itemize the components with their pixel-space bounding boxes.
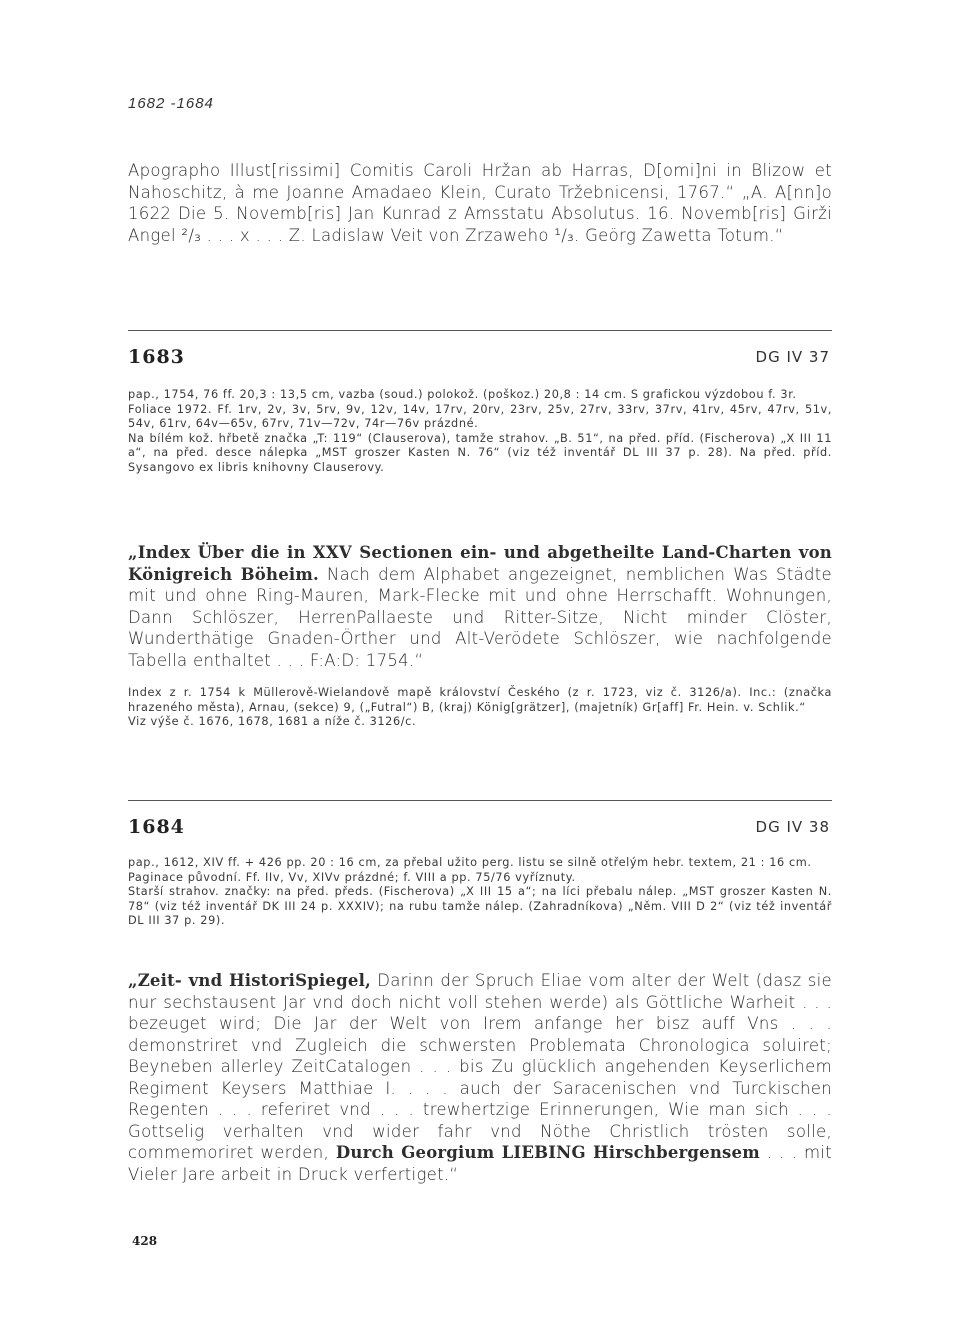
title-paragraph xyxy=(128,970,832,1185)
entry-signature: DG IV 38 xyxy=(755,818,830,836)
entry-number: 1684 xyxy=(128,816,185,838)
entry-header-1683 xyxy=(128,346,832,370)
entry-rule-1684 xyxy=(128,800,832,801)
entry-description-1683 xyxy=(128,388,832,476)
entry-notes-1683 xyxy=(128,686,832,730)
entry-rule-1683 xyxy=(128,330,832,331)
running-head: 1682 -1684 xyxy=(128,95,214,112)
title-bold: „Zeit- vnd HistoriSpiegel, xyxy=(128,971,371,990)
title-paragraph xyxy=(128,542,832,671)
entry-header-1684 xyxy=(128,816,832,840)
provenance-note: Starší strahov. značky: na před. předs. (Fischerova) „X III 15 a“; na líci přebalu nálep. „MST groszer Kasten N. 78“ (viz též inventář DK III 24 p. XXXIV); na rubu tamže nálep. (Zahradníkova) „Něm. VIII D 2“ (viz též inventář DL III 37 p. 29). xyxy=(128,885,832,928)
author-bold: Durch Georgium LIEBING Hirschbergensem xyxy=(335,1143,760,1162)
provenance-note: Na bílém kož. hřbetě značka „T: 119“ (Clauserova), tamže strahov. „B. 51“, na před. příd. (Fischerova) „X III 11 a“, na před. desce nálepka „MST groszer Kasten N. 76“ (viz též inventář DL III 37 p. 28). Na před. příd. Sysangovo ex libris knihovny Clauserovy. xyxy=(128,431,832,474)
entry-signature: DG IV 37 xyxy=(755,348,830,366)
physical-description: pap., 1754, 76 ff. 20,3 : 13,5 cm, vazba (soud.) polokož. (poškoz.) 20,8 : 14 cm. S grafickou výzdobou f. 3r. xyxy=(128,388,797,401)
entry-description-1684 xyxy=(128,856,832,929)
intro-paragraph xyxy=(128,160,832,246)
entry-title-1683 xyxy=(128,542,832,671)
foliation-note: Paginace původní. Ff. IIv, Vv, XIVv prázdné; f. VIII a pp. 75/76 vyříznuty. xyxy=(128,870,576,884)
foliation-note: Foliace 1972. Ff. 1rv, 2v, 3v, 5rv, 9v, 12v, 14v, 17rv, 20rv, 23rv, 25v, 27rv, 33rv, 37rv, 41rv, 45rv, 47rv, 51v, 54v, 61rv, 64v—65v, 67rv, 71v—72v, 74r—76v prázdné. xyxy=(128,402,832,431)
page-number: 428 xyxy=(132,1234,158,1248)
title-rest-b: . . . mit Vieler Jare arbeit in Druck verfertiget.“ xyxy=(128,1143,832,1184)
content-note: Index z r. 1754 k Müllerově-Wielandově mapě království Českého (z r. 1723, viz č. 3126/a). Inc.: (značka hrazeného města), Arnau, (sekce) 9, („Futral“) B, (kraj) König[grätzer], (majetník) Gr[aff] Fr. Hein. v. Schlik.“ xyxy=(128,686,832,714)
physical-description: pap., 1612, XIV ff. + 426 pp. 20 : 16 cm, za přebal užito perg. listu se silně otřelým hebr. textem, 21 : 16 cm. xyxy=(128,856,812,869)
cross-reference: Viz výše č. 1676, 1678, 1681 a níže č. 3126/c. xyxy=(128,715,417,729)
title-bold: „Index Über die in XXV Sectionen ein- und abgetheilte Land-Charten von Königreich Böheim. xyxy=(128,543,832,584)
entry-number: 1683 xyxy=(128,346,185,368)
title-rest-a: Darinn der Spruch Eliae vom alter der Welt (dasz sie nur sechstausent Jar vnd doch nicht voll stehen werde) als Göttliche Warheit . . . bezeuget wird; Die Jar der Welt von Irem anfange her bisz auff Vns . . . demonstriret vnd Zugleich die schwersten Problemata Chronologica soluiret; Beyneben allerley ZeitCatalogen . . . bis Zu glücklich angehenden Keyserlichem Regiment Keysers Matthiae I. . . . auch der Saracenischen vnd Turckischen Regenten . . . referiret vnd . . . trewhertzige Erinnerungen, Wie man sich . . . Gottselig verhalten vnd wider fahr vnd Nöthe Christlich trösten solle, commemoriret werden, xyxy=(128,971,832,1162)
intro-text: Apographo Illust[rissimi] Comitis Caroli Hržan ab Harras, D[omi]ni in Blizow et Nahoschitz, à me Joanne Amadaeo Klein, Curato Tržebnicensi, 1767.“ „A. A[nn]o 1622 Die 5. Novemb[ris] Jan Kunrad z Amsstatu Absolutus. 16. Novemb[ris] Girži Angel ²/₃ . . . x . . . Z. Ladislaw Veit von Zrzaweho ¹/₃. Geörg Zawetta Totum.“ xyxy=(128,161,832,245)
title-rest: Nach dem Alphabet angezeignet, nemblichen Was Städte mit und ohne Ring-Mauren, Mark-Flecke mit und ohne Herrschafft. Wohnungen, Dann Schlöszer, HerrenPallaeste und Ritter-Sitze, Nicht minder Clöster, Wunderthätige Gnaden-Örther und Alt-Verödete Schlöszer, wie nachfolgende Tabella enthaltet . . . F:A:D: 1754.“ xyxy=(128,564,832,670)
entry-title-1684 xyxy=(128,970,832,1185)
